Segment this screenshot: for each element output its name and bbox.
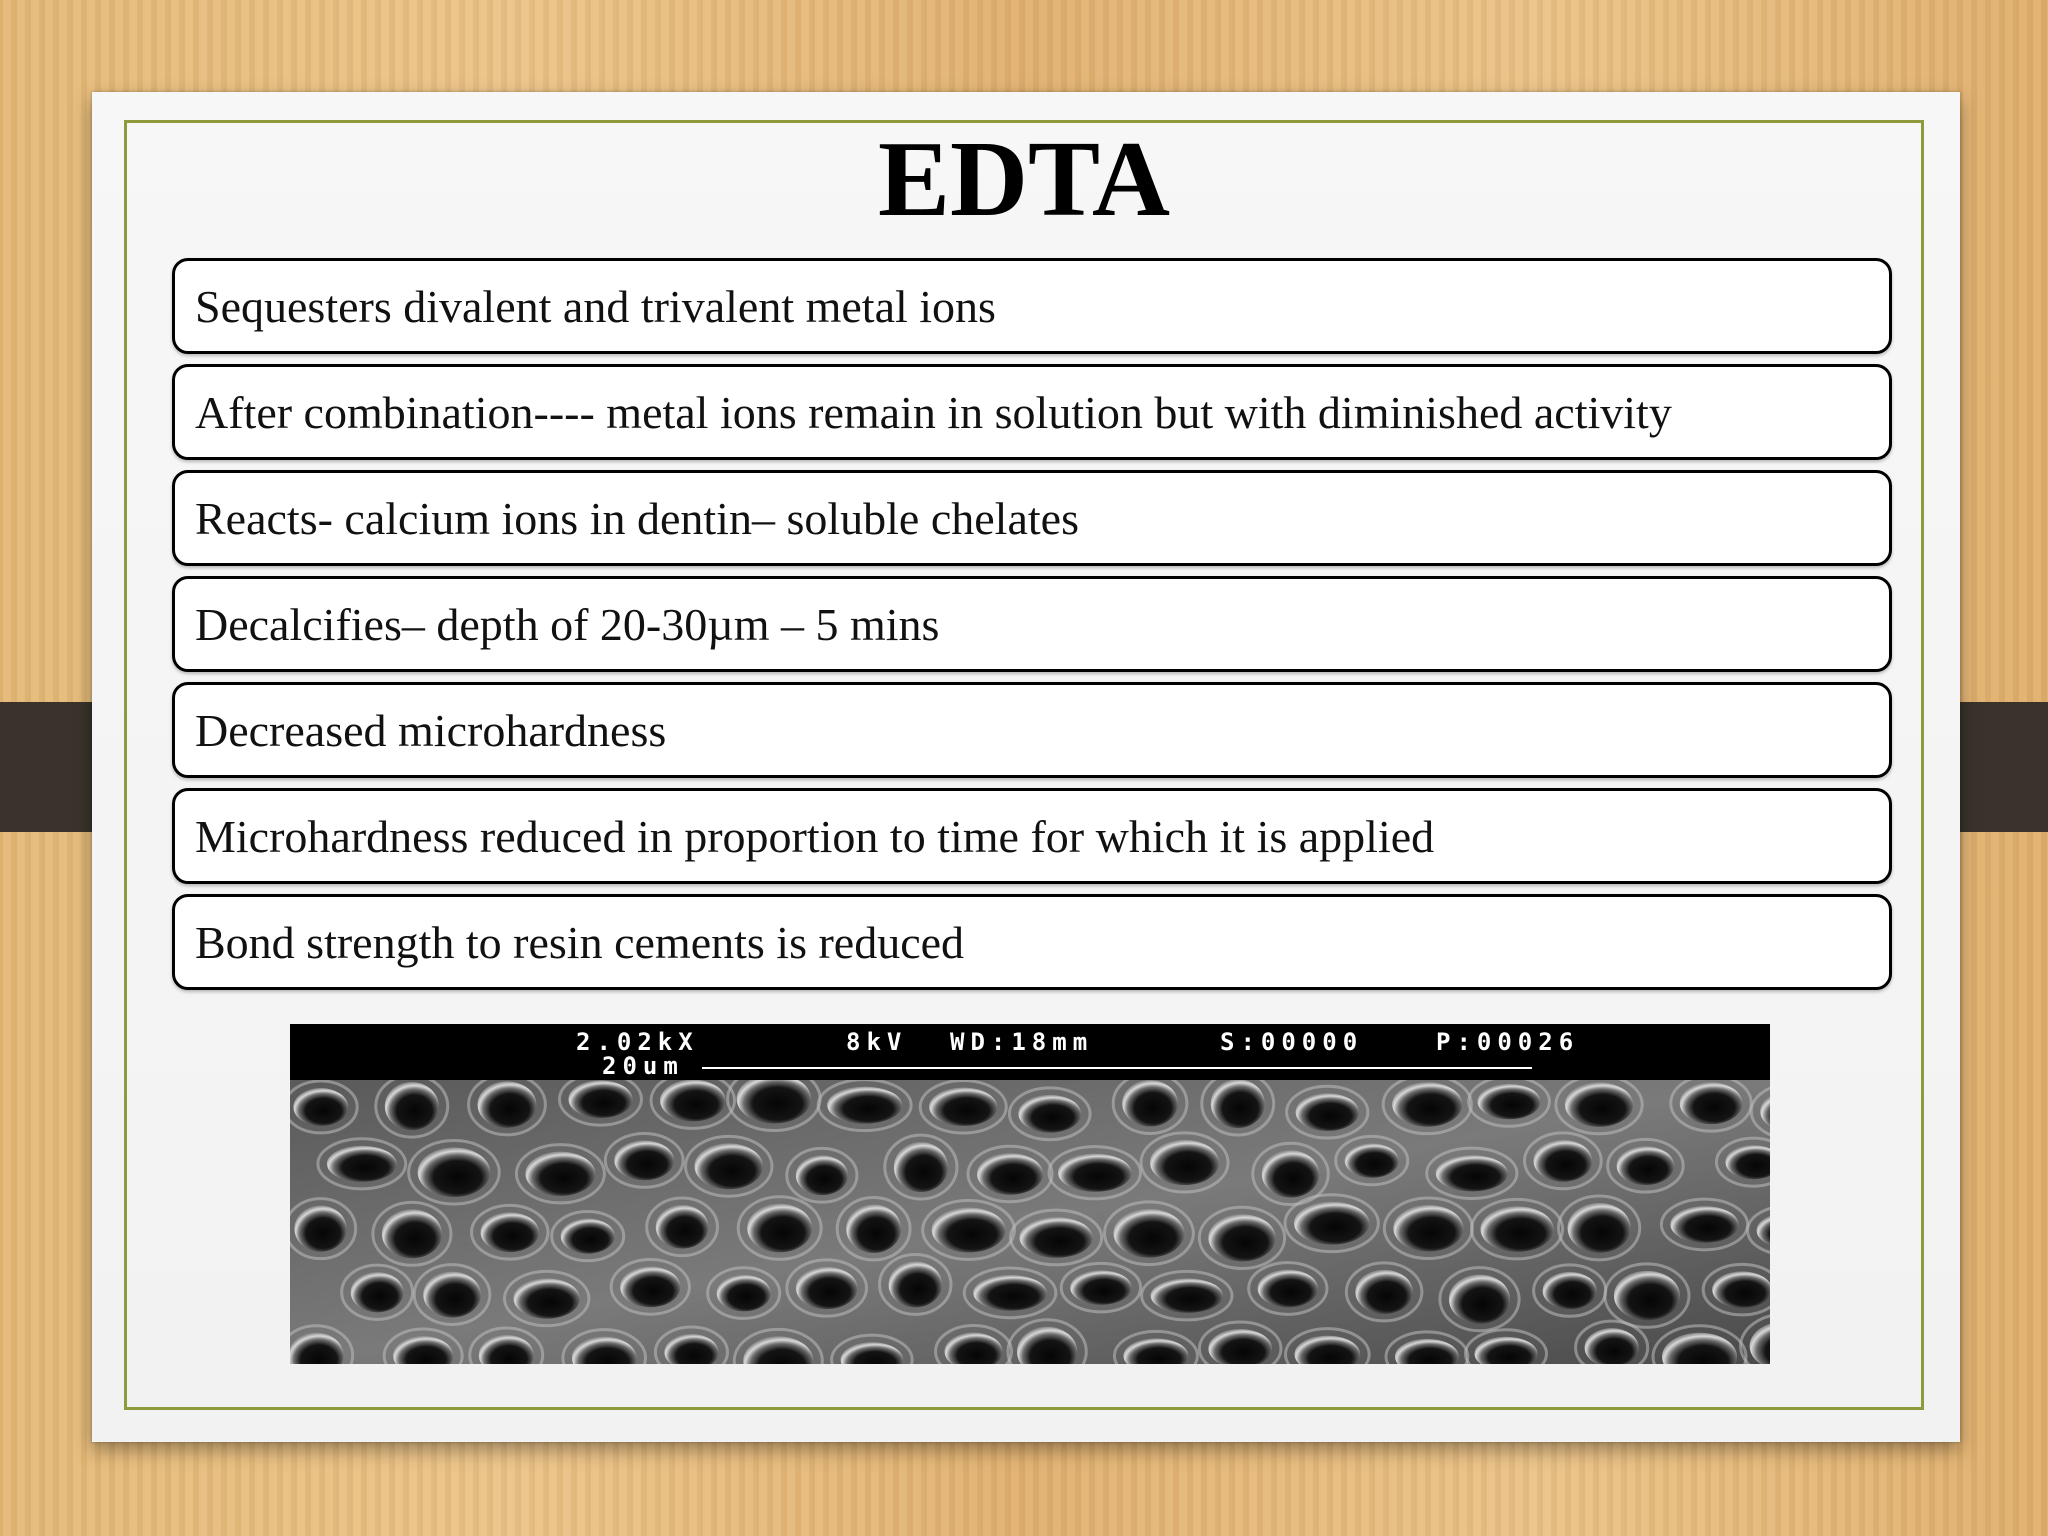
tubule-opening bbox=[1680, 1082, 1743, 1124]
tubule-opening bbox=[717, 1275, 771, 1312]
slide-title: EDTA bbox=[877, 120, 1171, 239]
tubule-opening bbox=[1211, 1080, 1265, 1128]
tubule-opening bbox=[894, 1142, 948, 1192]
tubule-opening bbox=[385, 1082, 439, 1130]
tubule-opening bbox=[1712, 1271, 1770, 1308]
bullet-box-3: Reacts- calcium ions in dentin– soluble chelates bbox=[172, 470, 1892, 566]
sem-voltage: 8kV bbox=[846, 1028, 908, 1056]
tubule-opening bbox=[1543, 1272, 1597, 1309]
tubule-opening bbox=[656, 1205, 709, 1249]
tubule-opening bbox=[1070, 1270, 1131, 1305]
tubule-opening bbox=[614, 1141, 674, 1181]
tubule-opening bbox=[1208, 1214, 1275, 1261]
tubule-opening bbox=[1019, 1217, 1092, 1258]
tubule-opening bbox=[382, 1209, 442, 1258]
tubule-opening bbox=[1294, 1202, 1369, 1245]
sem-scale-bar bbox=[702, 1067, 1532, 1069]
tubule-opening bbox=[889, 1262, 942, 1308]
bullet-box-7: Bond strength to resin cements is reduced bbox=[172, 894, 1892, 990]
tubule-opening bbox=[1436, 1155, 1508, 1191]
tubule-opening bbox=[1355, 1270, 1413, 1314]
tubule-opening bbox=[1122, 1080, 1178, 1126]
tubule-opening bbox=[660, 1080, 725, 1121]
tubule-opening bbox=[1150, 1140, 1219, 1185]
tubule-opening bbox=[929, 1088, 997, 1126]
tubule-opening bbox=[1565, 1082, 1633, 1126]
tubule-opening bbox=[351, 1272, 404, 1312]
sem-dentin-surface bbox=[290, 1080, 1770, 1364]
bullet-box-6: Microhardness reduced in proportion to time for which it is applied bbox=[172, 788, 1892, 884]
sem-s-field: S:00000 bbox=[1220, 1028, 1364, 1056]
tubule-opening bbox=[1568, 1203, 1631, 1253]
bullet-box-4: Decalcifies– depth of 20-30µm – 5 mins bbox=[172, 576, 1892, 672]
tubule-opening bbox=[1296, 1093, 1359, 1131]
tubule-opening bbox=[827, 1087, 902, 1124]
tubule-opening bbox=[973, 1275, 1047, 1311]
tubule-opening bbox=[568, 1080, 632, 1118]
tubule-opening bbox=[481, 1212, 539, 1252]
tubule-opening bbox=[327, 1146, 397, 1182]
tubule-opening bbox=[1617, 1146, 1675, 1185]
tubule-opening bbox=[1614, 1271, 1680, 1320]
tubule-opening bbox=[1480, 1206, 1553, 1252]
bullet-box-2: After combination---- metal ions remain in solution but with diminished activity bbox=[172, 364, 1892, 460]
tubule-opening bbox=[1534, 1140, 1593, 1182]
tubule-opening bbox=[1393, 1205, 1463, 1252]
sem-working-distance: WD:18mm bbox=[950, 1028, 1094, 1056]
bullet-box-1: Sequesters divalent and trivalent metal ions bbox=[172, 258, 1892, 354]
tubule-opening bbox=[418, 1148, 491, 1197]
tubule-opening bbox=[1058, 1154, 1132, 1192]
bullet-box-5: Decreased microhardness bbox=[172, 682, 1892, 778]
tubule-opening bbox=[1478, 1084, 1541, 1119]
tubule-opening bbox=[620, 1267, 680, 1308]
tubule-opening bbox=[294, 1206, 346, 1252]
tubule-opening bbox=[561, 1219, 615, 1254]
sem-scale-label: 20um bbox=[602, 1052, 684, 1080]
tubule-opening bbox=[293, 1088, 348, 1126]
bullet-list bbox=[172, 258, 1892, 1000]
tubule-opening bbox=[977, 1153, 1043, 1195]
tubule-opening bbox=[1670, 1206, 1738, 1243]
sem-micrograph bbox=[290, 1024, 1770, 1364]
tubule-opening bbox=[1151, 1278, 1223, 1312]
tubule-opening bbox=[514, 1278, 580, 1318]
tubule-opening bbox=[525, 1152, 595, 1196]
tubule-opening bbox=[478, 1081, 537, 1128]
sem-p-field: P:00026 bbox=[1436, 1028, 1580, 1056]
sem-info-bar bbox=[290, 1024, 1770, 1080]
tubule-opening bbox=[1018, 1095, 1081, 1133]
tubule-opening bbox=[1114, 1209, 1185, 1258]
tubule-opening bbox=[796, 1267, 858, 1309]
tubule-opening bbox=[695, 1143, 763, 1189]
sem-magnification: 2.02kX bbox=[576, 1028, 699, 1056]
tubule-opening bbox=[747, 1204, 812, 1252]
tubule-opening bbox=[1345, 1143, 1399, 1177]
tubule-opening bbox=[1392, 1082, 1462, 1126]
tubule-opening bbox=[423, 1272, 481, 1318]
tubule-opening bbox=[1262, 1150, 1320, 1197]
tubule-opening bbox=[1258, 1270, 1318, 1308]
tubule-opening bbox=[1449, 1275, 1510, 1324]
tubule-opening bbox=[846, 1205, 901, 1253]
tubule-opening bbox=[796, 1155, 848, 1195]
tubule-opening bbox=[932, 1208, 1006, 1253]
